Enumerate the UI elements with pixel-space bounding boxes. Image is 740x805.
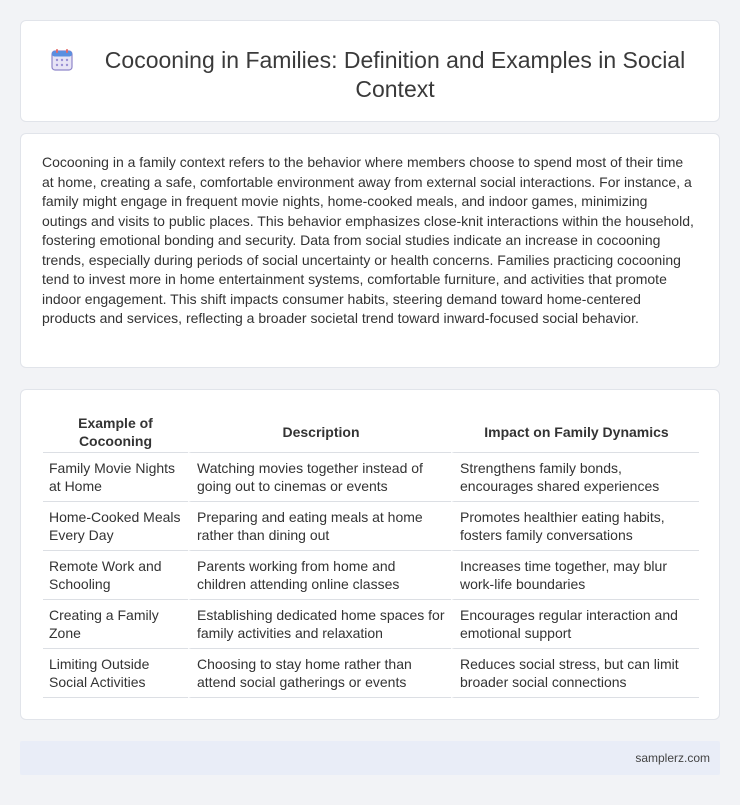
header-example: Example of Cocooning	[43, 412, 188, 453]
cell-impact: Encourages regular interaction and emotional support	[451, 600, 699, 649]
cell-description: Parents working from home and children attending online classes	[188, 551, 451, 600]
cell-impact: Reduces social stress, but can limit broader social connections	[451, 649, 699, 698]
footer-site-link[interactable]: samplerz.com	[635, 751, 710, 765]
cell-impact: Promotes healthier eating habits, fosters family conversations	[451, 502, 699, 551]
title-card	[20, 20, 720, 122]
cell-example: Family Movie Nights at Home	[43, 453, 188, 502]
table-row	[43, 600, 699, 649]
table-card	[20, 389, 720, 720]
page-title: Cocooning in Families: Definition and Examples in Social Context	[104, 47, 686, 102]
cell-example: Limiting Outside Social Activities	[43, 649, 188, 698]
table-header-row	[43, 412, 699, 453]
table-row	[43, 551, 699, 600]
intro-paragraph: Cocooning in a family context refers to the behavior where members choose to spend most of their time at home, creating a safe, comfortable environment away from external social interactions. For instance, a family might engage in frequent movie nights, home-cooked meals, and indoor games, minimizing outings and visits to public places. This behavior emphasizes close-knit interactions within the household, fostering emotional bonding and security. Data from social studies indicate an increase in cocooning trends, especially during periods of social uncertainty or health concerns. Families practicing cocooning tend to invest more in home entertainment systems, comfortable furniture, and activities that promote indoor engagement. This shift impacts consumer habits, steering demand toward home-centered products and services, reflecting a broader societal trend toward inward-focused social behavior.	[42, 154, 694, 326]
cell-example: Home-Cooked Meals Every Day	[43, 502, 188, 551]
cell-description: Choosing to stay home rather than attend social gatherings or events	[188, 649, 451, 698]
cell-description: Preparing and eating meals at home rather than dining out	[188, 502, 451, 551]
header-description: Description	[188, 412, 451, 453]
calendar-icon	[50, 48, 74, 72]
table-row	[43, 453, 699, 502]
table-row	[43, 502, 699, 551]
cell-description: Watching movies together instead of going out to cinemas or events	[188, 453, 451, 502]
table-row	[43, 649, 699, 698]
examples-table	[43, 412, 699, 698]
cell-example: Remote Work and Schooling	[43, 551, 188, 600]
footer-bar	[20, 741, 720, 775]
header-impact: Impact on Family Dynamics	[451, 412, 699, 453]
cell-description: Establishing dedicated home spaces for family activities and relaxation	[188, 600, 451, 649]
cell-impact: Strengthens family bonds, encourages shared experiences	[451, 453, 699, 502]
cell-impact: Increases time together, may blur work-life boundaries	[451, 551, 699, 600]
intro-card	[20, 133, 720, 368]
cell-example: Creating a Family Zone	[43, 600, 188, 649]
